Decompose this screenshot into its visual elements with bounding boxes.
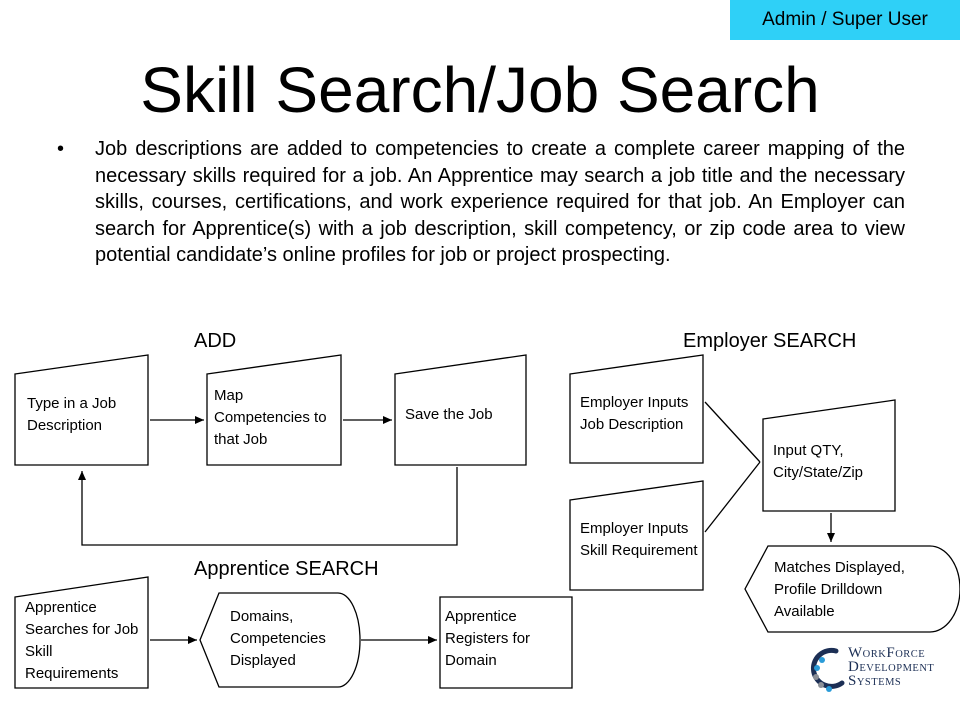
logo-wordmark	[848, 647, 934, 689]
section-label-apprentice-search: Apprentice SEARCH	[194, 558, 379, 580]
node-registers: Apprentice Registers for Domain	[445, 608, 531, 669]
node-matches: Matches Displayed, Profile Drilldown Available	[774, 559, 905, 620]
description-paragraph: Job descriptions are added to competencies to create a complete career mapping of the necessary skills required for a job. An Apprentice may search a job title and the necessary skills, courses, certifications, and work experience required for that job. An Employer can search for Apprentice(s) with a job description, skill competency, or zip code area to view potential candidate’s online profiles for job or project prospecting.	[95, 138, 905, 266]
logo-line-2: DEVELOPMENT	[848, 659, 935, 675]
node-type-job: Type in a Job Description	[27, 395, 117, 434]
logo-mark	[813, 650, 842, 692]
node-employer-skill: Employer Inputs Skill Requirement	[580, 520, 698, 559]
logo-line-3: SYSTEMS	[848, 673, 902, 689]
section-label-employer-search: Employer SEARCH	[683, 330, 857, 352]
section-label-add: ADD	[194, 330, 237, 352]
connector-skill-to-qty	[705, 462, 760, 532]
role-badge: Admin / Super User	[730, 0, 960, 40]
node-employer-job: Employer Inputs Job Description	[580, 394, 689, 433]
logo-line-1: WORKFORCE	[848, 645, 926, 661]
node-input-qty: Input QTY, City/State/Zip	[773, 442, 864, 481]
node-save-job: Save the Job	[405, 406, 493, 423]
node-domains: Domains, Competencies Displayed	[230, 608, 326, 669]
node-apprentice-searches: Apprentice Searches for Job Skill Requirements	[25, 599, 139, 682]
arrow-save-loop-back	[82, 467, 457, 545]
connector-job-to-qty	[705, 402, 760, 462]
node-map-competencies: Map Competencies to that Job	[214, 387, 327, 448]
page-title: Skill Search/Job Search	[140, 54, 820, 126]
bullet-dot: •	[57, 138, 65, 160]
